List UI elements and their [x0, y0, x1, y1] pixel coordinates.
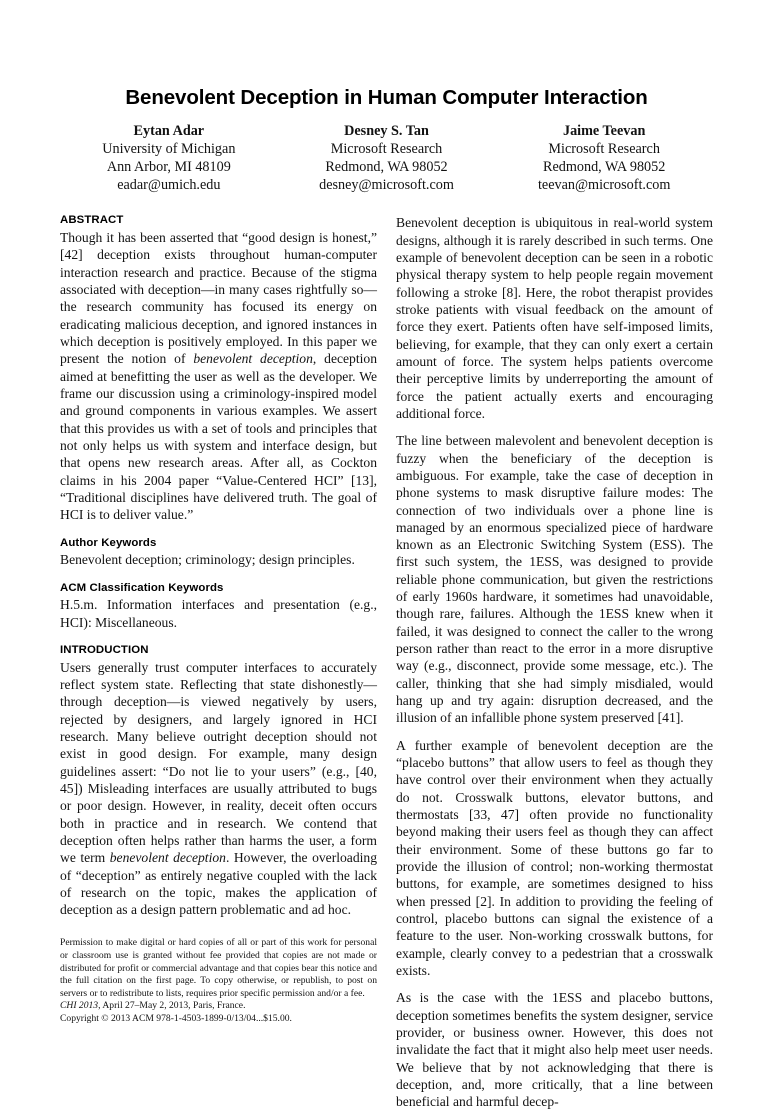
author-entry — [60, 122, 278, 195]
copyright-venue-name: CHI 2013 — [60, 1000, 99, 1012]
introduction-heading: INTRODUCTION — [60, 643, 149, 656]
author-email: desney@microsoft.com — [319, 177, 454, 194]
author-affiliation: University of Michigan — [102, 140, 236, 157]
author-name: Jaime Teevan — [562, 122, 646, 139]
introduction-text — [60, 659, 377, 919]
body-paragraph: A further example of benevolent deception are the “placebo buttons” that allow users to feel as though they have control over their environment when they actually do not. Crosswalk buttons, elevator buttons, and thermostats [33, 47] often provide no functionality beyond making their users feel as though they can affect their environment. Some of these buttons go far to provide the illusion of control; non-working thermostat buttons, for example, are sometimes designed to hiss when pressed [2]. In addition to providing the feeling of control, placebo buttons can signal the existence of a feature to the user. Non-working crosswalk buttons, for example, clearly convey to a pedestrian that a crosswalk exists. — [396, 737, 713, 979]
acm-classification-heading: ACM Classification Keywords — [60, 581, 224, 594]
copyright-acm-line: Copyright © 2013 ACM 978-1-4503-1899-0/13/04...$15.00. — [60, 1012, 292, 1024]
introduction-text-part1: Users generally trust computer interfaces to accurately reflect system state. Reflecting that state dishonestly—through deception—is viewed negatively by users, rejected by designers, and largely ignored in HCI research. Many believe outright deception should not exist in good design. For example, many design guidelines assert: “Do not lie to your users” (e.g., [40, 45]) Misleading interfaces are usually attributed to bugs or poor design. However, in reality, deceit often occurs both in practice and in research. We contend that deception often helps rather than harms the user, a form we term — [60, 659, 377, 866]
author-entry — [495, 122, 713, 195]
body-paragraph: Benevolent deception is ubiquitous in real-world system designs, although it is rarely described in such terms. One example of benevolent deception can be seen in a robotic physical therapy system to help people regain movement following a stroke [8]. Here, the robot therapist provides stroke patients with visual feedback on the amount of force they exert. Patients often have self-imposed limits, believing, for example, that they can only exert a certain amount of force. The system helps patients overcome their perceptive limits by underreporting the amount of force the patient actually exerts and encouraging additional force. — [396, 215, 713, 421]
acm-classification-text: H.5.m. Information interfaces and presentation (e.g., HCI): Miscellaneous. — [60, 597, 377, 630]
author-location: Redmond, WA 98052 — [325, 158, 448, 175]
author-location: Ann Arbor, MI 48109 — [106, 158, 231, 175]
author-affiliation: Microsoft Research — [548, 140, 660, 157]
author-name: Desney S. Tan — [344, 122, 429, 139]
left-column — [60, 214, 377, 1025]
copyright-block — [60, 937, 377, 1025]
author-entry — [278, 122, 496, 195]
body-paragraph: The line between malevolent and benevolent deception is fuzzy when the beneficiary of the deception is ambiguous. For example, take the case of deception in phone systems to mask disruptive failure modes: The connection of two individuals over a phone line is managed by an enormous specialized piece of hardware known as an Electronic Switching System (ESS). The first such system, the 1ESS, was designed to provide reliable phone communication, but given the restrictions of early 1960s hardware, it sometimes had unavoidable, though rare, failures. Although the 1ESS knew when it failed, it was designed to connect the caller to the wrong person rather than react to the error in a more disruptive way (e.g., disconnect, provide some message, etc.). The caller, thinking that she had simply misdialed, would hang up and try again: disruption decreased, and the illusion of an infallible phone system preserved [41]. — [396, 433, 713, 726]
author-keywords-text: Benevolent deception; criminology; design principles. — [60, 552, 355, 568]
two-column-body — [60, 214, 713, 1110]
title-block — [60, 0, 713, 194]
author-block — [60, 122, 713, 195]
abstract-text-part2: , deception aimed at benefitting the user as well as the developer. We frame our discussion using a criminology-inspired model and ground components in various examples. We assert that this provides us with a set of tools and principles that not only helps us with system and interface design, but that opens new research areas. After all, as Cockton claims in his 2004 paper “Value-Centered HCI” [13], “Traditional disciplines have delivered truth. The goal of HCI is to deliver value.” — [60, 351, 377, 523]
copyright-venue — [60, 1000, 377, 1013]
copyright-permission-text: Permission to make digital or hard copies of all or part of this work for personal or classroom use is granted without fee provided that copies are not made or distributed for profit or commercial advantage and that copies bear this notice and the full citation on the first page. To copy otherwise, or republish, to post on servers or to redistribute to lists, requires prior specific permission and/or a fee. — [60, 937, 377, 999]
abstract-heading: ABSTRACT — [60, 214, 124, 227]
abstract-text-part1: Though it has been asserted that “good design is honest,” [42] deception exists throughout human-computer interaction research and practice. Because of the stigma associated with deception—in many cases rightfully so—the research community has focused its energy on eradicating malicious deception, and ignored instances in which deception is positively employed. In this paper we present the notion of — [60, 229, 377, 367]
abstract-emphasis: benevolent deception — [193, 351, 313, 367]
author-name: Eytan Adar — [133, 122, 205, 139]
author-email: eadar@umich.edu — [117, 177, 221, 194]
copyright-venue-details: , April 27–May 2, 2013, Paris, France. — [98, 1000, 246, 1012]
page-title: Benevolent Deception in Human Computer Interaction — [125, 86, 648, 109]
author-location: Redmond, WA 98052 — [543, 158, 666, 175]
abstract-text — [60, 229, 377, 524]
author-email: teevan@microsoft.com — [537, 177, 671, 194]
body-paragraph: As is the case with the 1ESS and placebo buttons, deception sometimes benefits the system designer, service provider, or business owner. However, this does not invalidate the fact that it might also help meet user needs. We believe that by not acknowledging that there is deception, and, more critically, that a line between beneficial and harmful decep- — [396, 990, 713, 1110]
introduction-emphasis: benevolent deception — [109, 850, 226, 866]
right-column — [396, 214, 713, 1110]
introduction-text-part2: . However, the overloading of “deception” as entirely negative coupled with the lack of research on the topic, makes the application of deception as a design pattern problematic and ad hoc. — [60, 850, 377, 918]
author-affiliation: Microsoft Research — [330, 140, 443, 157]
author-keywords-heading: Author Keywords — [60, 536, 157, 549]
